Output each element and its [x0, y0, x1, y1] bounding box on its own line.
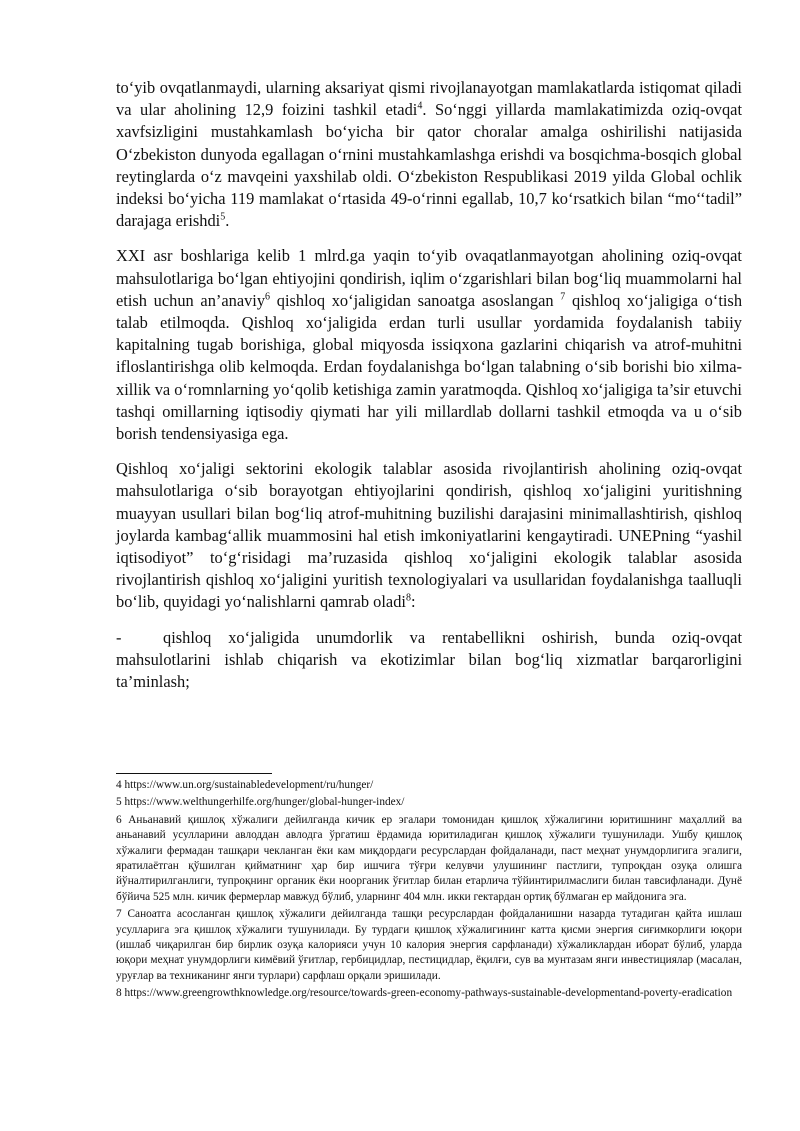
footnotes: [116, 778, 742, 1004]
footnote-ref-5[interactable]: 5: [220, 211, 226, 223]
paragraph-3: [116, 458, 742, 613]
bullet-text: qishloq xo‘jaligida unumdorlik va rentabellikni oshirish, bunda oziq-ovqat mahsulotlarini ishlab chiqarish va ekotizimlar bilan bog‘liq xizmatlar barqarorligini ta’minlash;: [116, 627, 742, 692]
footnote-ref-8[interactable]: 8: [405, 593, 411, 604]
paragraph-text: qishloq xo‘jaligidan sanoatga asoslangan: [270, 290, 561, 310]
footnote-7: 7 Саноатга асосланган қишлоқ хўжалиги дейилганда ташқи ресурслардан фойдаланишни назарда тутадиган қайта ишлаш усулларига эга қишлоқ хўжалиги тушунилади. Бу турдаги қишлоқ хўжалигининг катта қисми энергия сиғимкорлиги юқори (ишлаб чиқарилган бир бирлик озуқа калорияси учун 10 калория энергия сарфланади) хўжаликлардан иборат бўлиб, уларда юқори меҳнат унумдорлиги кимёвий ўғитлар, гербицидлар, пестицидлар, ёқилғи, сув ва мунтазам янги инвестициялар (масалан, уруғлар ва техниканинг янги турлари) сарфлаш орқали эришилади.: [116, 908, 742, 982]
footnote-6: 6 Аньанавий қишлоқ хўжалиги дейилганда кичик ер эгалари томонидан қишлоқ хўжалигини юритишнинг маҳаллий ва аньанавий усулларини авлоддан авлодга ўргатиш ёрдамида юритиладиган қишлоқ хўжалиги тушунилади. Ушбу қишлоқ хўжалиги фермадан ташқари чекланган ёки кам миқдордаги ресурслардан фойдаланади, паст меҳнат унумдорлигига эгалиги, яратилаётган қўшилган қийматнинг ҳар бир ишчига тўғри келувчи улушининг пастлиги, тупроқдан озуқа олишга йўналтирилганлиги, тупроқнинг органик ёки ноорганик ўғитлар билан етарлича тўйинтирилмаслиги билан тавсифланади. Дунё бўйича 525 млн. кичик фермерлар мавжуд бўлиб, уларнинг 404 млн. икки гектардан ортиқ бўлмаган ер майдонига эга.: [116, 813, 742, 903]
footnote-ref-4[interactable]: 4: [417, 100, 423, 112]
bullet-dash: -: [116, 627, 122, 647]
paragraph-text: .: [225, 211, 230, 231]
paragraph-text: to‘yib ovqatlanmaydi, ularning aksariyat qismi rivojlanayotgan mamlakatlarda istiqomat qiladi va ular aholining 12,9 foizini tashkil etadi: [116, 78, 742, 120]
bullet-item: [116, 627, 742, 694]
paragraph-text: :: [410, 592, 416, 612]
paragraph-1: [116, 77, 742, 232]
body-text: [116, 77, 742, 693]
footnote-4[interactable]: 4 https://www.un.org/sustainabledevelopment/ru/hunger/: [116, 779, 374, 791]
footnote-5[interactable]: 5 https://www.welthungerhilfe.org/hunger/global-hunger-index/: [116, 796, 405, 809]
paragraph-text: Qishloq xo‘jaligi sektorini ekologik talablar asosida rivojlantirish aholining oziq-ovqat mahsulotlariga o‘sib borayotgan ehtiyojlarini qondirish, qishloq xo‘jaligini yuritishning muayyan usullari bilan bog‘liq atrof-muhitning buzilishi darajasini minimallashtirish, qishloq joylarda kambag‘allik muammosini hal etish imkoniyatlarini kengaytiradi. UNEPning “yashil iqtisodiyot” to‘g‘risidagi ma’ruzasida qishloq xo‘jaligini ekologik talablar asosida rivojlantirish qishloq xo‘jaligini yuritish texnologiyalari va usullaridan foydalanishga taalluqli bo‘lib, quyidagi yo‘nalishlarni qamrab oladi: [116, 459, 742, 612]
footnote-8[interactable]: 8 https://www.greengrowthknowledge.org/resource/towards-green-economy-pathways-sustainable-developmentand-poverty-eradication: [116, 987, 733, 1000]
footnote-separator: [116, 773, 272, 774]
paragraph-2: [116, 245, 742, 445]
paragraph-text: . So‘nggi yillarda mamlakatimizda oziq-ovqat xavfsizligini mustahkamlash bo‘yicha bir qator choralar amalga oshirilishi natijasida O‘zbekiston dunyoda egallagan o‘rnini mustahkamlashga erishdi va bosqichma-bosqich global reytinglarda o‘z mavqeini yaxshilab oldi. O‘zbekiston Respublikasi 2019 yilda Global ochlik indeksi bo‘yicha 119 mamlakat o‘rtasida 49-o‘rinni egallab, 10,7 ko‘rsatkich bilan “mo‘‘tadil” darajaga erishdi: [116, 100, 743, 231]
footnote-ref-6[interactable]: 6: [265, 291, 271, 303]
paragraph-text: qishloq xo‘jaligiga o‘tish talab etilmoqda. Qishloq xo‘jaligida erdan turli usullar yordamida foydalanish tabiiy kapitalning tugab borishiga, global miqyosda issiqxona gazlarini chiqarish va atrof-muhitni ifloslantirishga olib kelmoqda. Erdan foydalanishga bo‘lgan talabning o‘sib borishi bio xilma-xillik va o‘romnlarning yo‘qolib ketishiga zamin yaratmoqda. Qishloq xo‘jaligiga ta’sir etuvchi tashqi omillarning iqtisodiy qiymati har yili millardlab dollarni tashkil etmoqda va u o‘sib borish tendensiyasiga ega.: [116, 290, 743, 444]
footnote-ref-7[interactable]: 7: [560, 291, 566, 303]
paragraph-text: XXI asr boshlariga kelib 1 mlrd.ga yaqin to‘yib ovaqatlanmayotgan aholining oziq-ovqat mahsulotlariga bo‘lgan ehtiyojini qondirish, iqlim o‘zgarishlari bilan bog‘liq muammolarni hal etish uchun an’anaviy: [116, 246, 742, 310]
